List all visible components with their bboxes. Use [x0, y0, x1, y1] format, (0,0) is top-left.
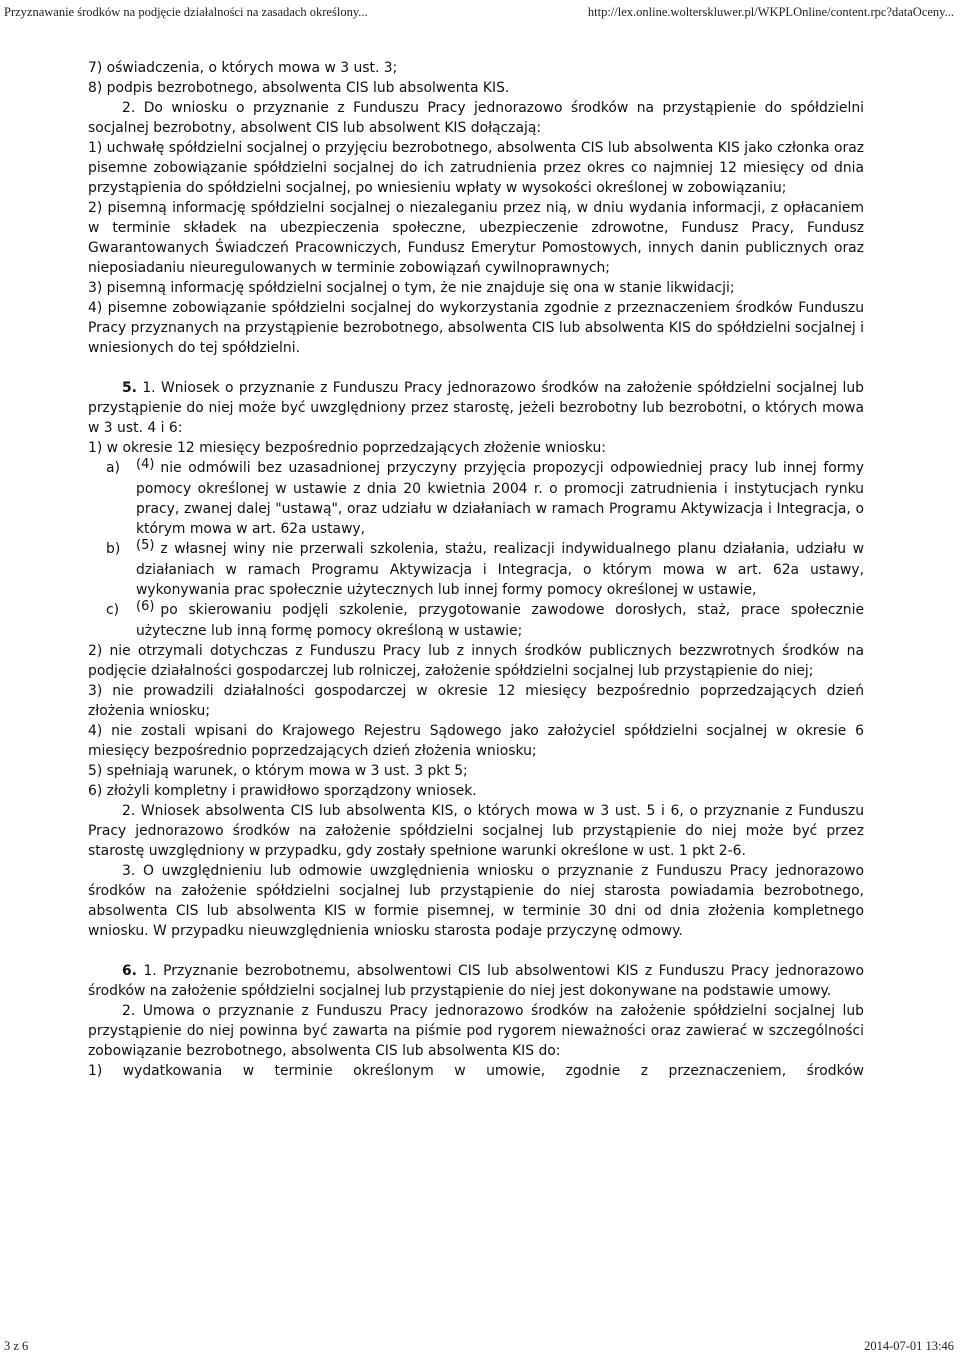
- list-item: 4) nie zostali wpisani do Krajowego Rejestru Sądowego jako założyciel spółdzielni socjalnej w okresie 6 miesięcy bezpośrednio poprzedzających dzień złożenia wniosku;: [88, 723, 864, 759]
- browser-print-footer: [0, 1336, 960, 1356]
- footnote-ref[interactable]: (6): [136, 599, 155, 614]
- list-item: 8) podpis bezrobotnego, absolwenta CIS lub absolwenta KIS.: [88, 80, 510, 96]
- list-item: 3) pisemną informację spółdzielni socjalnej o tym, że nie znajduje się ona w stanie likwidacji;: [88, 280, 735, 296]
- sub-item-text: po skierowaniu podjęli szkolenie, przygotowanie zawodowe dorosłych, staż, prace społecznie użyteczne lub inną formę pomocy określoną w ustawie;: [136, 602, 864, 639]
- sub-item-text: nie odmówili bez uzasadnionej przyczyny przyjęcia propozycji odpowiedniej pracy lub innej formy pomocy określonej w ustawie z dnia 20 kwietnia 2004 r. o promocji zatrudnienia i instytucjach rynku pracy, zwanej dalej "ustawą", oraz udziału w działaniach w ramach Programu Aktywizacja i Integracja, o którym mowa w art. 62a ustawy,: [136, 460, 864, 537]
- sub-item-text: z własnej winy nie przerwali szkolenia, stażu, realizacji indywidualnego planu działania, udziału w działaniach w ramach Programu Aktywizacja i Integracja, o którym mowa w art. 62a ustawy, wykonywania prac społecznie użytecznych lub innej formy pomocy określonej w ustawie,: [136, 541, 864, 598]
- list-item: 1) uchwałę spółdzielni socjalnej o przyjęciu bezrobotnego, absolwenta CIS lub absolwenta KIS jako członka oraz pisemne zobowiązanie spółdzielni socjalnej do ich zatrudnienia przez okres co najmniej 12 miesięcy od dnia przystąpienia do spółdzielni socjalnej, po wniesieniu wpłaty w wysokości określonej w zobowiązaniu;: [88, 140, 864, 196]
- section-5: [88, 378, 864, 438]
- paragraph: 2. Do wniosku o przyznanie z Funduszu Pracy jednorazowo środków na przystąpienie do spółdzielni socjalnej bezrobotny, absolwent CIS lub absolwent KIS dołączają:: [88, 100, 864, 136]
- print-datetime: 2014-07-01 13:46: [864, 1339, 954, 1353]
- section-mark: 5.: [122, 380, 137, 396]
- paragraph: 1. Wniosek o przyznanie z Funduszu Pracy jednorazowo środków na założenie spółdzielni socjalnej lub przystąpienie do niej może być uwzględniony przez starostę, jeżeli bezrobotny lub bezrobotni, o których mowa w 3 ust. 4 i 6:: [88, 380, 864, 436]
- page-title: Przyznawanie środków na podjęcie działalności na zasadach określony...: [4, 5, 368, 19]
- sub-item-label: c): [106, 602, 120, 618]
- sub-item-label: b): [106, 541, 121, 557]
- sub-item-c: [88, 600, 864, 641]
- paragraph: 1. Przyznanie bezrobotnemu, absolwentowi CIS lub absolwentowi KIS z Funduszu Pracy jednorazowo środków na założenie spółdzielni socjalnej lub przystąpienie do niej jest dokonywane na podstawie umowy.: [88, 963, 864, 999]
- sub-item-a: [88, 458, 864, 539]
- section-mark: 6.: [122, 963, 137, 979]
- list-item: 1) w okresie 12 miesięcy bezpośrednio poprzedzających złożenie wniosku:: [88, 440, 606, 456]
- list-item: 6) złożyli kompletny i prawidłowo sporządzony wniosek.: [88, 783, 477, 799]
- sub-item-b: [88, 539, 864, 600]
- paragraph: 2. Wniosek absolwenta CIS lub absolwenta KIS, o których mowa w 3 ust. 5 i 6, o przyznanie z Funduszu Pracy jednorazowo środków na założenie spółdzielni socjalnej lub przystąpienie do niej może być przez starostę uwzględniony w przypadku, gdy zostały spełnione warunki określone w ust. 1 pkt 2-6.: [88, 803, 864, 859]
- list-item: 7) oświadczenia, o których mowa w 3 ust. 3;: [88, 60, 398, 76]
- list-item: 4) pisemne zobowiązanie spółdzielni socjalnej do wykorzystania zgodnie z przeznaczeniem środków Funduszu Pracy przyznanych na przystąpienie bezrobotnego, absolwenta CIS lub absolwenta KIS do spółdzielni socjalnej i wniesionych do tej spółdzielni.: [88, 300, 864, 356]
- footnote-ref[interactable]: (4): [136, 457, 155, 472]
- sub-item-label: a): [106, 460, 120, 476]
- list-item: 2) pisemną informację spółdzielni socjalnej o niezaleganiu przez nią, w dniu wydania informacji, z opłacaniem w terminie składek na ubezpieczenia społeczne, ubezpieczenie zdrowotne, Fundusz Pracy, Fundusz Gwarantowanych Świadczeń Pracowniczych, Fundusz Emerytur Pomostowych, innych danin publicznych oraz nieposiadaniu nieuregulowanych w terminie zobowiązań cywilnoprawnych;: [88, 200, 864, 276]
- list-item: 2) nie otrzymali dotychczas z Funduszu Pracy lub z innych środków publicznych bezzwrotnych środków na podjęcie działalności gospodarczej lub rolniczej, założenie spółdzielni socjalnej lub przystąpienie do niej;: [88, 643, 864, 679]
- list-item: 5) spełniają warunek, o którym mowa w 3 ust. 3 pkt 5;: [88, 763, 468, 779]
- browser-print-header: [0, 2, 960, 22]
- paragraph: 3. O uwzględnieniu lub odmowie uwzględnienia wniosku o przyznanie z Funduszu Pracy jednorazowo środków na założenie spółdzielni socjalnej lub przystąpienie do niej starosta powiadamia bezrobotnego, absolwenta CIS lub absolwenta KIS w formie pisemnej, w terminie 30 dni od dnia złożenia kompletnego wniosku. W przypadku nieuwzględnienia wniosku starosta podaje przyczynę odmowy.: [88, 863, 864, 939]
- footnote-ref[interactable]: (5): [136, 538, 155, 553]
- list-item: 3) nie prowadzili działalności gospodarczej w okresie 12 miesięcy bezpośrednio poprzedzających dzień złożenia wniosku;: [88, 683, 864, 719]
- page-url: http://lex.online.wolterskluwer.pl/WKPLOnline/content.rpc?dataOceny...: [587, 5, 954, 19]
- page-number: 3 z 6: [4, 1339, 29, 1353]
- list-item: 1) wydatkowania w terminie określonym w umowie, zgodnie z przeznaczeniem, środków: [88, 1063, 864, 1079]
- document-body: [88, 58, 864, 1081]
- section-6: [88, 961, 864, 1001]
- paragraph: 2. Umowa o przyznanie z Funduszu Pracy jednorazowo środków na założenie spółdzielni socjalnej lub przystąpienie do niej powinna być zawarta na piśmie pod rygorem nieważności oraz zawierać w szczególności zobowiązanie bezrobotnego, absolwenta CIS lub absolwenta KIS do:: [88, 1003, 864, 1059]
